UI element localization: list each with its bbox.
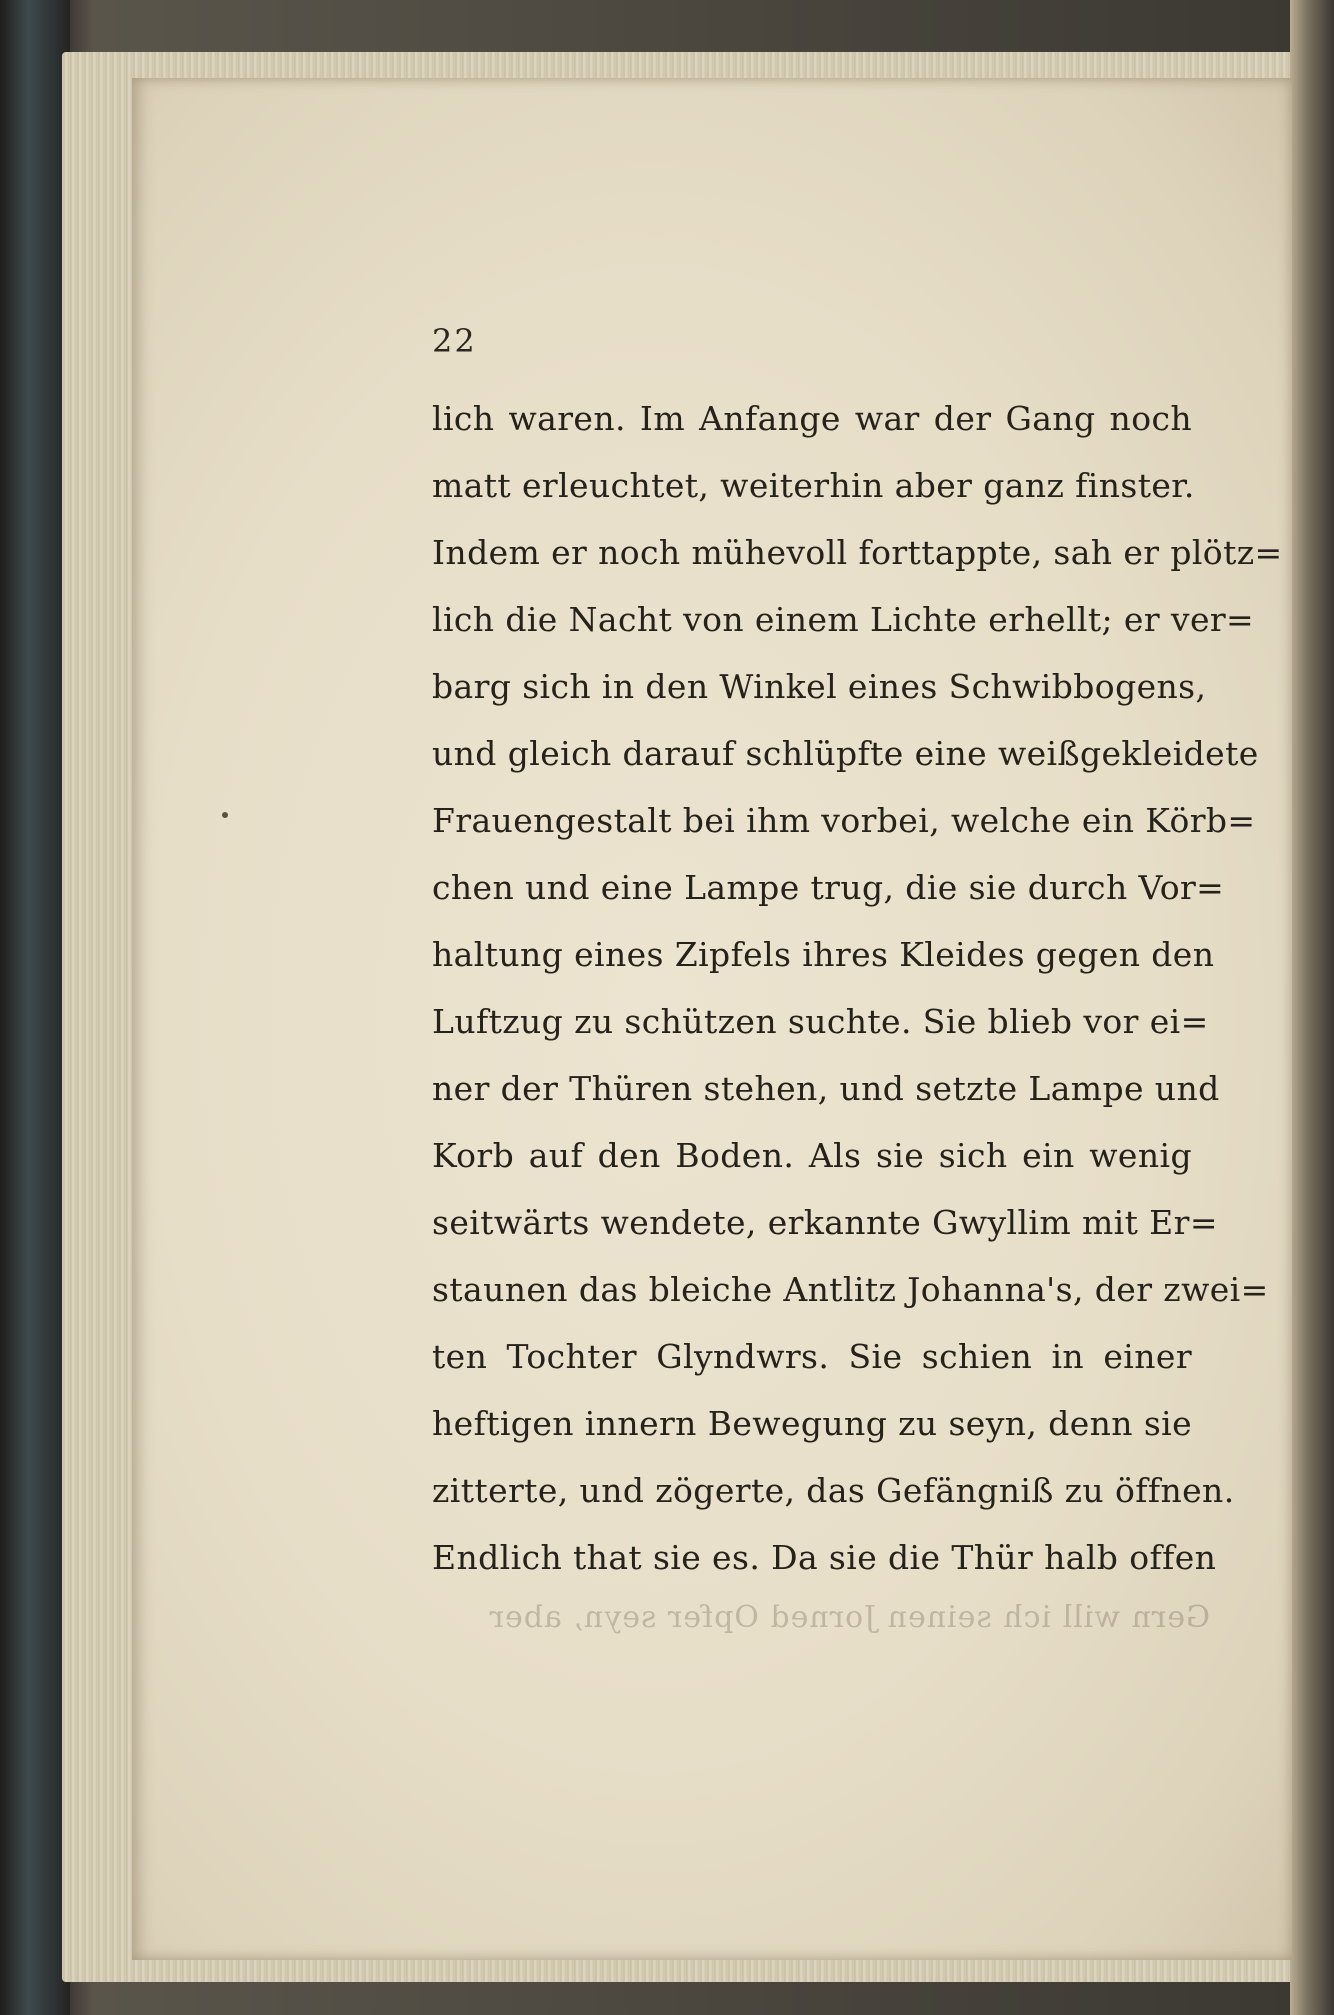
text-line: Frauengestalt bei ihm vorbei, welche ein Körb= <box>432 801 1256 840</box>
text-line: staunen das bleiche Antlitz Johanna's, der zwei= <box>432 1270 1269 1309</box>
paper-spot <box>222 812 228 818</box>
book-binding <box>0 0 70 2015</box>
text-line: lich die Nacht von einem Lichte erhellt; er ver= <box>432 600 1255 639</box>
text-line: chen und eine Lampe trug, die sie durch Vor= <box>432 868 1225 907</box>
text-line: seitwärts wendete, erkannte Gwyllim mit Er= <box>432 1203 1218 1242</box>
text-line: ner der Thüren stehen, und setzte Lampe und <box>432 1069 1220 1108</box>
text-line: und gleich darauf schlüpfte eine weißgekleidete <box>432 734 1259 773</box>
text-line: Luftzug zu schützen suchte. Sie blieb vor ei= <box>432 1002 1209 1041</box>
show-through-text: Gern will ich seinen Jorned Opfer seyn, aber <box>488 1600 1210 1635</box>
text-line: haltung eines Zipfels ihres Kleides gegen den <box>432 935 1215 974</box>
text-line: ten Tochter Glyndwrs. Sie schien in einer <box>432 1337 1192 1376</box>
text-line: heftigen innern Bewegung zu seyn, denn sie <box>432 1404 1193 1443</box>
scan-right-edge <box>1290 0 1334 2015</box>
text-line: zitterte, und zögerte, das Gefängniß zu öffnen. <box>432 1471 1235 1510</box>
text-line: Indem er noch mühevoll forttappte, sah er plötz= <box>432 533 1283 572</box>
page-number: 22 <box>432 322 477 360</box>
text-line: Endlich that sie es. Da sie die Thür halb offen <box>432 1538 1217 1577</box>
text-line: barg sich in den Winkel eines Schwibbogens, <box>432 667 1207 706</box>
text-line: matt erleuchtet, weiterhin aber ganz finster. <box>432 466 1195 505</box>
text-line: lich waren. Im Anfange war der Gang noch <box>432 399 1192 438</box>
body-text <box>432 385 1283 1591</box>
text-line: Korb auf den Boden. Als sie sich ein wenig <box>432 1136 1192 1175</box>
